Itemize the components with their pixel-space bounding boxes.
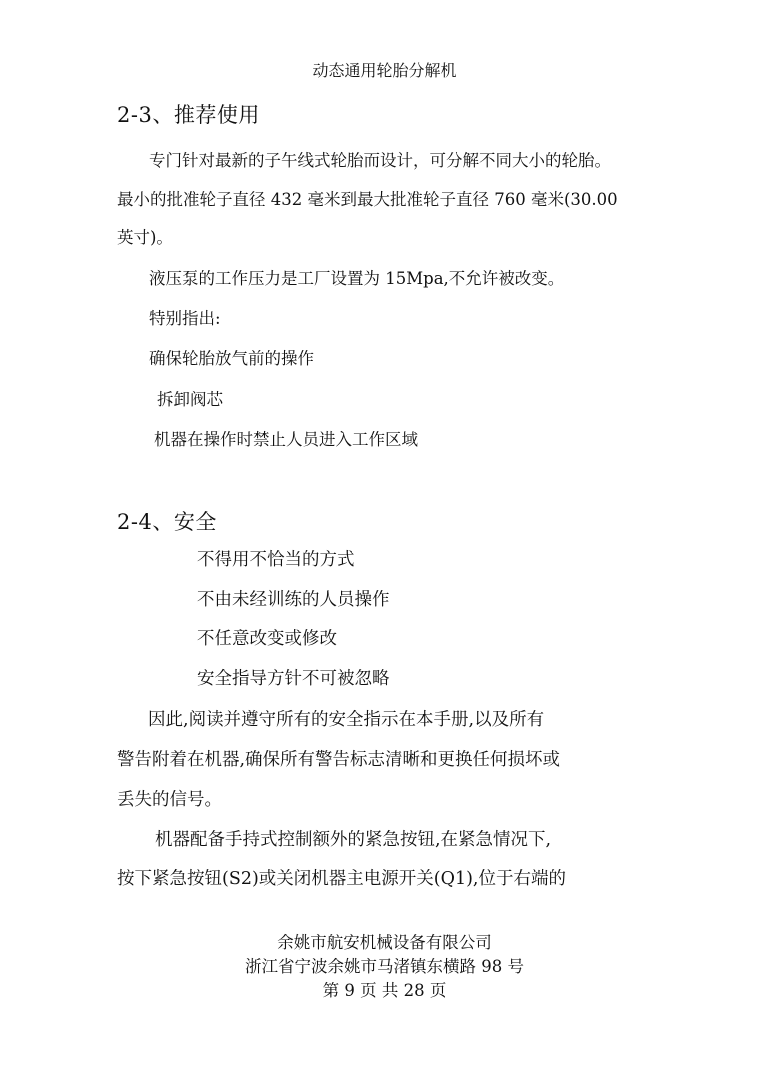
paragraph-pressure: 液压泵的工作压力是工厂设置为 15Mpa,不允许被改变。 bbox=[149, 269, 565, 288]
paragraph-line: 警告附着在机器,确保所有警告标志清晰和更换任何损坏或 bbox=[117, 750, 561, 770]
list-item: 不任意改变或修改 bbox=[197, 629, 337, 649]
paragraph-line: 丢失的信号。 bbox=[117, 790, 222, 810]
section-heading-2-3: 2-3、推荐使用 bbox=[117, 103, 260, 127]
list-item: 不由未经训练的人员操作 bbox=[197, 590, 390, 610]
list-item: 拆卸阀芯 bbox=[157, 390, 223, 409]
list-item: 不得用不恰当的方式 bbox=[197, 550, 355, 570]
page-header-title: 动态通用轮胎分解机 bbox=[312, 61, 457, 80]
paragraph-line: 因此,阅读并遵守所有的安全指示在本手册,以及所有 bbox=[148, 710, 545, 730]
paragraph-line: 最小的批准轮子直径 432 毫米到最大批准轮子直径 760 毫米(30.00 bbox=[117, 190, 618, 209]
footer-page-number: 第 9 页 共 28 页 bbox=[322, 981, 447, 1000]
list-item: 机器在操作时禁止人员进入工作区域 bbox=[154, 430, 418, 449]
list-item: 安全指导方针不可被忽略 bbox=[197, 669, 390, 689]
section-heading-2-4: 2-4、安全 bbox=[117, 510, 217, 534]
paragraph-line: 英寸)。 bbox=[117, 228, 173, 247]
paragraph-line: 机器配备手持式控制额外的紧急按钮,在紧急情况下, bbox=[155, 830, 552, 850]
footer-company: 余姚市航安机械设备有限公司 bbox=[277, 933, 492, 952]
special-label: 特别指出: bbox=[149, 309, 221, 328]
list-item: 确保轮胎放气前的操作 bbox=[149, 349, 314, 368]
footer-address: 浙江省宁波余姚市马渚镇东横路 98 号 bbox=[245, 957, 524, 976]
paragraph-line: 专门针对最新的子午线式轮胎而设计，可分解不同大小的轮胎。 bbox=[149, 151, 611, 170]
paragraph-line: 按下紧急按钮(S2)或关闭机器主电源开关(Q1),位于右端的 bbox=[117, 869, 566, 889]
